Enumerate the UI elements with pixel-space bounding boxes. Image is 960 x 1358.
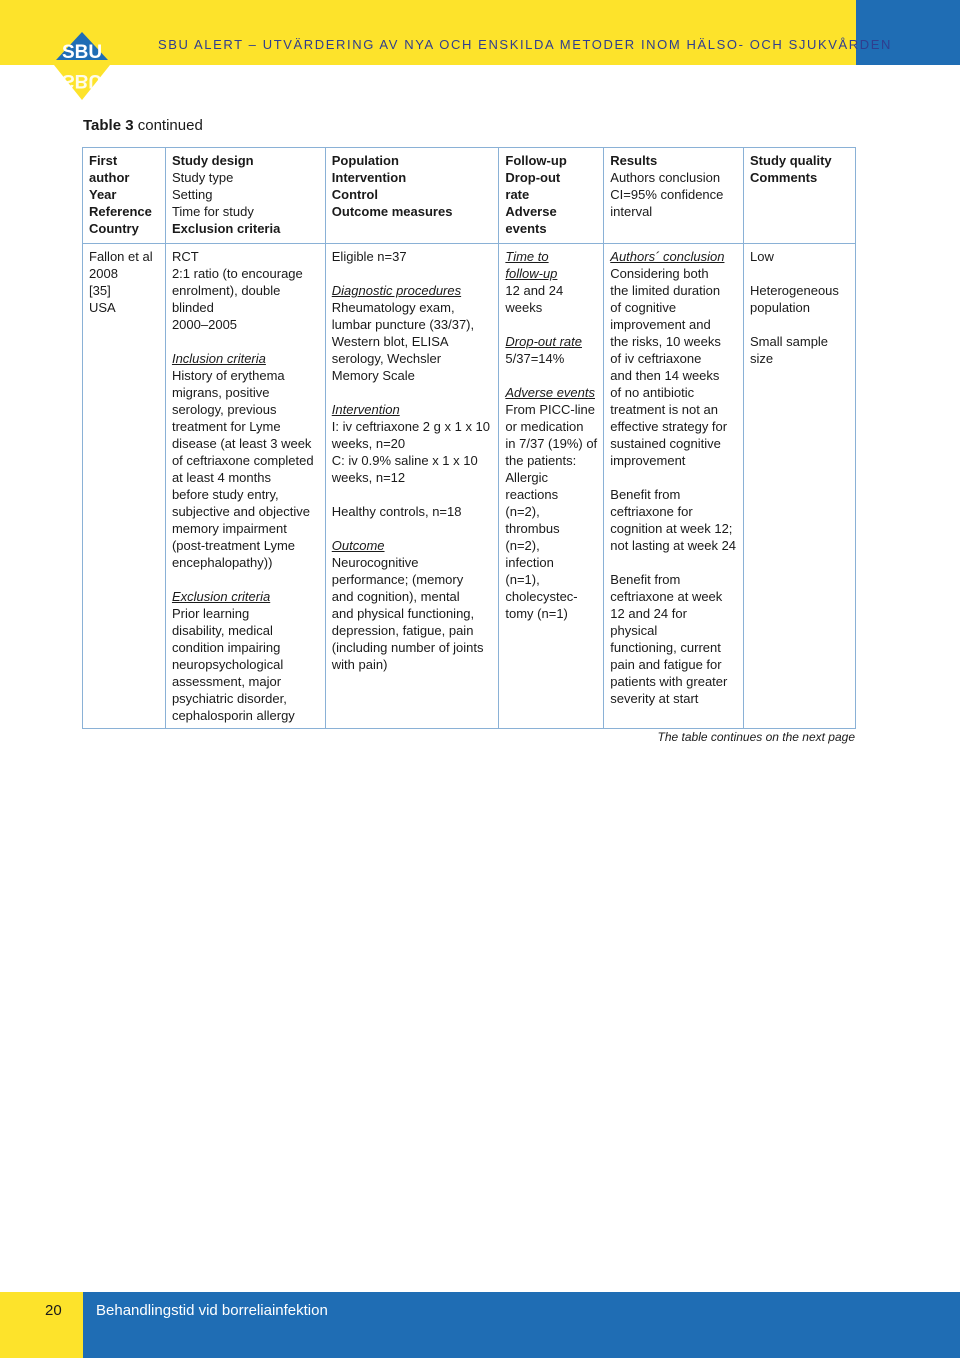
- text-line: in 7/37 (19%) of: [505, 436, 598, 451]
- col-header-design: [165, 148, 325, 244]
- text-line: (n=2),: [505, 538, 540, 553]
- text-line: serology, previous: [171, 402, 277, 417]
- footer-yellow-block: [0, 1292, 83, 1358]
- header-line: Study type: [171, 170, 234, 185]
- text-line: reactions: [505, 487, 559, 502]
- text-line: cognition at week 12;: [610, 521, 733, 536]
- header-line: Follow-up: [505, 153, 567, 168]
- text-line: the limited duration: [610, 283, 721, 298]
- text-line: (n=2),: [505, 504, 540, 519]
- text-line: blinded: [171, 300, 214, 315]
- text-line: at least 4 months: [171, 470, 271, 485]
- header-line: author: [89, 170, 130, 185]
- text-line: psychiatric disorder,: [171, 691, 287, 706]
- text-line: memory impairment: [171, 521, 287, 536]
- text-line: and then 14 weeks: [610, 368, 720, 383]
- text-line: Considering both: [610, 266, 709, 281]
- header-line: events: [505, 221, 547, 236]
- header-line: Population: [331, 153, 399, 168]
- text-line: 2:1 ratio (to encourage: [171, 266, 303, 281]
- text-line: migrans, positive: [171, 385, 270, 400]
- continues-note: The table continues on the next page: [657, 730, 855, 744]
- header-line: Year: [89, 187, 117, 202]
- col-header-results: [604, 148, 744, 244]
- logo-text: SBU: [61, 42, 103, 63]
- col-header-quality: [744, 148, 856, 244]
- header-line: Study design: [171, 153, 254, 168]
- text-line: Western blot, ELISA: [331, 334, 449, 349]
- text-line: performance; (memory: [331, 572, 464, 587]
- text-line: treatment for Lyme: [171, 419, 281, 434]
- header-line: Results: [610, 153, 658, 168]
- header-line: Authors conclusion: [610, 170, 721, 185]
- text-line: Allergic: [505, 470, 549, 485]
- text-line: not lasting at week 24: [610, 538, 737, 553]
- header-line: CI=95% confidence: [610, 187, 724, 202]
- text-line: Benefit from: [610, 487, 681, 502]
- text-line: C: iv 0.9% saline x 1 x 10: [331, 453, 478, 468]
- header-line: Comments: [750, 170, 818, 185]
- text-line: the patients:: [505, 453, 577, 468]
- cell-followup: [499, 244, 604, 729]
- text-line: Prior learning: [171, 606, 250, 621]
- intervention-label: Intervention: [331, 402, 400, 417]
- header-line: First: [89, 153, 118, 168]
- table-title-rest: continued: [133, 117, 203, 134]
- text-line: effective strategy for: [610, 419, 728, 434]
- text-line: subjective and objective: [171, 504, 310, 519]
- text-line: (including number of joints: [331, 640, 484, 655]
- text-line: weeks, n=20: [331, 436, 406, 451]
- table-title-bold: Table 3: [83, 117, 134, 134]
- text-line: infection: [505, 555, 554, 570]
- header-line: Drop-out: [505, 170, 561, 185]
- text-line: ceftriaxone for: [610, 504, 693, 519]
- text-line: and physical functioning,: [331, 606, 475, 621]
- dropout-rate-label: Drop-out rate: [505, 334, 582, 349]
- text-line: assessment, major: [171, 674, 282, 689]
- authors-conclusion-label: Authors´ conclusion: [610, 249, 725, 264]
- quality-rating: Low: [750, 249, 774, 264]
- study-table: [82, 147, 856, 729]
- header-line: Outcome measures: [331, 204, 453, 219]
- text-line: size: [750, 351, 774, 366]
- text-line: treatment is not an: [610, 402, 718, 417]
- cell-results: [604, 244, 744, 729]
- text-line: pain and fatigue for: [610, 657, 722, 672]
- text-line: encephalopathy)): [171, 555, 273, 570]
- text-line: USA: [89, 300, 116, 315]
- text-line: improvement: [610, 453, 686, 468]
- header-yellow-band: [0, 0, 856, 65]
- text-line: Memory Scale: [331, 368, 415, 383]
- text-line: and cognition), mental: [331, 589, 460, 604]
- text-line: weeks, n=12: [331, 470, 406, 485]
- header-line: rate: [505, 187, 530, 202]
- text-line: enrolment), double: [171, 283, 281, 298]
- text-line: Time to: [505, 249, 549, 264]
- text-line: or medication: [505, 419, 584, 434]
- text-line: thrombus: [505, 521, 560, 536]
- text-line: [35]: [89, 283, 111, 298]
- text-line: Heterogeneous: [750, 283, 839, 298]
- text-line: population: [750, 300, 811, 315]
- text-line: improvement and: [610, 317, 711, 332]
- table-header-row: [83, 148, 856, 244]
- cell-quality: [744, 244, 856, 729]
- text-line: I: iv ceftriaxone 2 g x 1 x 10: [331, 419, 491, 434]
- text-line: ceftriaxone at week: [610, 589, 723, 604]
- cell-design: [165, 244, 325, 729]
- header-line: Country: [89, 221, 139, 236]
- text-line: of iv ceftriaxone: [610, 351, 702, 366]
- text-line: 2008: [89, 266, 118, 281]
- text-line: Fallon et al: [89, 249, 153, 264]
- text-line: of ceftriaxone completed: [171, 453, 314, 468]
- text-line: before study entry,: [171, 487, 279, 502]
- text-line: 12 and 24 for physical: [610, 606, 687, 638]
- text-line: serology, Wechsler: [331, 351, 442, 366]
- text-line: functioning, current: [610, 640, 721, 655]
- running-title: SBU ALERT – UTVÄRDERING AV NYA OCH ENSKILDA METODER INOM HÄLSO- OCH SJUKVÅRDEN: [158, 37, 893, 52]
- diagnostic-procedures-label: Diagnostic procedures: [331, 283, 462, 298]
- col-header-author: [83, 148, 166, 244]
- exclusion-criteria-label: Exclusion criteria: [171, 589, 271, 604]
- text-line: Small sample: [750, 334, 829, 349]
- text-line: (n=1),: [505, 572, 540, 587]
- header-line: Intervention: [331, 170, 407, 185]
- header-line: Exclusion criteria: [171, 221, 281, 236]
- inclusion-criteria-label: Inclusion criteria: [171, 351, 266, 366]
- text-line: of no antibiotic: [610, 385, 695, 400]
- header-line: interval: [610, 204, 653, 219]
- healthy-controls: Healthy controls, n=18: [331, 504, 462, 519]
- outcome-label: Outcome: [331, 538, 385, 553]
- header-line: Setting: [171, 187, 213, 202]
- page-number: 20: [45, 1302, 62, 1319]
- report-title: Behandlingstid vid borreliainfektion: [96, 1302, 328, 1319]
- adverse-events-label: Adverse events: [505, 385, 595, 400]
- text-line: weeks: [505, 300, 543, 315]
- text-line: cephalosporin allergy: [171, 708, 295, 723]
- eligible-count: Eligible n=37: [331, 249, 407, 264]
- text-line: tomy (n=1): [505, 606, 568, 621]
- text-line: lumbar puncture (33/37),: [331, 317, 475, 332]
- sbu-logo-icon: [54, 30, 110, 100]
- text-line: of cognitive: [610, 300, 677, 315]
- text-line: neuropsychological: [171, 657, 284, 672]
- text-line: cholecystec-: [505, 589, 578, 604]
- text-line: Neurocognitive: [331, 555, 419, 570]
- text-line: sustained cognitive: [610, 436, 721, 451]
- cell-author: [83, 244, 166, 729]
- text-line: History of erythema: [171, 368, 285, 383]
- header-line: Control: [331, 187, 378, 202]
- header-line: Study quality: [750, 153, 832, 168]
- logo-mirror-text: SBU: [61, 70, 103, 91]
- text-line: (post-treatment Lyme: [171, 538, 296, 553]
- dropout-rate-value: 5/37=14%: [505, 351, 565, 366]
- text-line: severity at start: [610, 691, 699, 706]
- text-line: condition impairing: [171, 640, 281, 655]
- text-line: RCT: [171, 249, 199, 264]
- text-line: Rheumatology exam,: [331, 300, 455, 315]
- cell-population: [325, 244, 499, 729]
- col-header-population: [325, 148, 499, 244]
- text-line: Benefit from: [610, 572, 681, 587]
- header-blue-block: [856, 0, 960, 65]
- text-line: 12 and 24: [505, 283, 564, 298]
- col-header-followup: [499, 148, 604, 244]
- text-line: disability, medical: [171, 623, 273, 638]
- text-line: the risks, 10 weeks: [610, 334, 721, 349]
- text-line: with pain): [331, 657, 388, 672]
- text-line: disease (at least 3 week: [171, 436, 312, 451]
- text-line: 2000–2005: [171, 317, 238, 332]
- table-title: [83, 117, 203, 134]
- text-line: follow-up: [505, 266, 558, 281]
- header-line: Reference: [89, 204, 152, 219]
- text-line: From PICC-line: [505, 402, 595, 417]
- header-line: Time for study: [171, 204, 254, 219]
- text-line: depression, fatigue, pain: [331, 623, 474, 638]
- header-line: Adverse: [505, 204, 557, 219]
- text-line: patients with greater: [610, 674, 728, 689]
- table-row: [83, 244, 856, 729]
